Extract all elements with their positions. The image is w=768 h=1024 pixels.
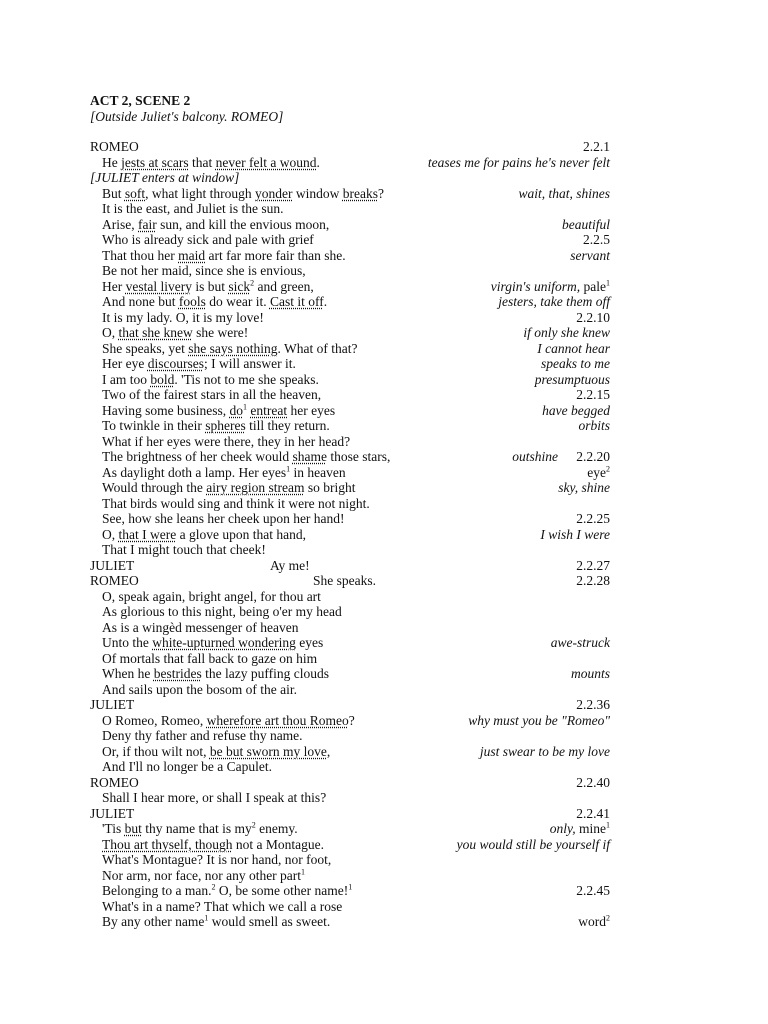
line-reference — [576, 511, 610, 527]
line-text — [102, 279, 314, 295]
line-text — [102, 418, 330, 434]
text-run: Her eye — [102, 356, 148, 371]
gloss-note — [457, 837, 610, 853]
scene-stage-direction: [Outside Juliet's balcony. ROMEO] — [90, 109, 284, 124]
verse-line — [0, 759, 768, 775]
footnote-marker: 2 — [250, 278, 255, 287]
verse-line — [0, 682, 768, 698]
verse-line — [0, 155, 768, 171]
speaker-row — [0, 558, 768, 574]
line-text — [102, 883, 352, 899]
line-text — [102, 294, 327, 310]
glossed-phrase: white-upturned wondering — [152, 635, 296, 650]
line-text — [102, 527, 306, 543]
line-reference — [550, 821, 610, 837]
footnote-marker: 1 — [348, 882, 353, 892]
text-run: Be not her maid, since she is envious, — [102, 263, 306, 278]
footnote-marker: 1 — [204, 913, 209, 923]
verse-line — [0, 372, 768, 388]
verse-line — [0, 837, 768, 853]
verse-line — [0, 852, 768, 868]
text-run: JULIET — [90, 805, 135, 821]
text-run: That I might touch that cheek! — [102, 542, 266, 557]
verse-line — [0, 635, 768, 651]
text-run: 'Tis — [102, 821, 125, 836]
line-text — [102, 232, 314, 248]
gloss-note — [571, 666, 610, 682]
glossed-phrase: that she knew — [118, 325, 193, 340]
text-run: that — [188, 154, 216, 170]
text-run: and green, — [254, 278, 314, 294]
line-text — [102, 744, 330, 760]
speaker-row — [0, 139, 768, 155]
speaker-row — [0, 806, 768, 822]
text-run: eyes — [295, 635, 324, 650]
footnote-marker: 2 — [606, 464, 610, 473]
line-text — [102, 868, 305, 884]
verse-line — [0, 232, 768, 248]
text-run: art far more fair than she. — [205, 247, 346, 263]
text-run: As is a wingèd messenger of heaven — [102, 619, 299, 635]
text-run: Deny thy father and refuse thy name. — [102, 728, 303, 743]
line-text — [102, 604, 342, 620]
text-run: Belonging to a man. — [102, 883, 212, 898]
text-run: is but — [191, 278, 229, 294]
line-reference — [587, 465, 610, 481]
text-run: a glove upon that hand, — [176, 526, 306, 542]
glossed-phrase: wherefore art thou Romeo — [206, 712, 349, 728]
line-text — [102, 759, 272, 775]
line-text — [102, 356, 296, 372]
text-run: her eyes — [287, 402, 336, 418]
line-text — [102, 201, 283, 217]
text-run: O Romeo, Romeo, — [102, 712, 207, 728]
text-run: 2.2.36 — [576, 697, 610, 712]
text-run: Of mortals that fall back to gaze on him — [102, 650, 318, 666]
verse-line — [0, 480, 768, 496]
stage-direction-row — [0, 170, 768, 186]
speaker-row — [0, 573, 768, 589]
verse-line — [0, 511, 768, 527]
verse-line — [0, 217, 768, 233]
line-text — [102, 387, 321, 403]
text-run: When he — [102, 666, 154, 681]
text-run: eye — [587, 464, 606, 480]
glossed-phrase: airy region stream — [206, 480, 305, 495]
speaker-name — [90, 558, 134, 574]
verse-line — [0, 356, 768, 372]
verse-line — [0, 465, 768, 481]
line-reference — [491, 279, 610, 295]
line-text — [102, 310, 264, 326]
text-run: And I'll no longer be a Capulet. — [102, 759, 273, 774]
text-run: 2.2.20 — [576, 449, 610, 464]
text-run: 2.2.40 — [576, 774, 610, 790]
text-run: , — [326, 743, 331, 759]
text-run: 2.2.25 — [576, 511, 610, 526]
text-run: As glorious to this night, being o'er my head — [102, 604, 342, 619]
text-run: And sails upon the bosom of the air. — [102, 681, 297, 697]
speaker-row — [0, 697, 768, 713]
verse-line — [0, 604, 768, 620]
line-text — [102, 620, 298, 636]
gloss-note — [537, 341, 610, 357]
text-run: teases me for pains he's never felt — [427, 154, 610, 170]
text-run: beautiful — [562, 216, 610, 232]
text-run: orbits — [578, 418, 610, 433]
text-run: , what light through — [145, 185, 256, 201]
line-text — [102, 542, 266, 558]
text-run: He — [102, 154, 122, 170]
text-run: she were! — [192, 325, 249, 340]
glossed-phrase: be but sworn my love — [209, 743, 327, 759]
verse-line — [0, 325, 768, 341]
text-run: . 'Tis not to me she speaks. — [174, 371, 319, 387]
line-text — [102, 837, 324, 853]
text-run: ? — [378, 185, 384, 201]
text-run: O, — [102, 526, 119, 542]
verse-line — [0, 279, 768, 295]
text-run: . — [316, 154, 320, 170]
gloss-note — [540, 527, 610, 543]
glossed-phrase: jests at scars — [121, 154, 189, 170]
text-run: the lazy puffing clouds — [201, 666, 329, 681]
verse-line — [0, 914, 768, 930]
text-run: O, be some other name! — [215, 883, 349, 898]
line-reference — [583, 139, 610, 155]
glossed-phrase: sick — [228, 278, 251, 294]
text-run: ROMEO — [90, 573, 139, 588]
text-run: Or, if thou wilt not, — [102, 743, 210, 759]
speaker-name — [90, 139, 139, 155]
text-run: Two of the fairest stars in all the heaven, — [102, 387, 322, 402]
text-run: speaks to me — [541, 356, 610, 371]
gloss-note: outshine — [512, 449, 558, 464]
verse-line — [0, 790, 768, 806]
footnote-marker: 1 — [606, 820, 610, 830]
text-run: 2.2.5 — [583, 232, 610, 247]
verse-line — [0, 728, 768, 744]
verse-line — [0, 666, 768, 682]
text-run: 2.2.10 — [576, 309, 610, 325]
text-run: 2.2.28 — [576, 573, 610, 588]
text-run: Having some business, — [102, 402, 230, 418]
glossed-phrase: shame — [292, 449, 327, 464]
line-text — [102, 682, 297, 698]
verse-line — [0, 449, 768, 465]
text-run: presumptuous — [534, 371, 610, 387]
text-run: I cannot hear — [537, 340, 610, 356]
text-run: 2.2.41 — [576, 805, 610, 821]
glossed-phrase: do — [229, 402, 243, 418]
text-run: ? — [348, 712, 355, 728]
text-run: JULIET — [90, 697, 135, 712]
verse-line — [0, 868, 768, 884]
text-run: She speaks, yet — [102, 340, 189, 356]
text-run: not a Montague. — [232, 836, 324, 852]
text-run: ; I will answer it. — [203, 356, 296, 371]
footnote-marker: 1 — [243, 402, 247, 411]
text-run: sun, and kill the envious moon, — [156, 216, 330, 232]
speaker-row — [0, 775, 768, 791]
text-run: why must you be "Romeo" — [468, 712, 610, 728]
gloss-note — [428, 155, 610, 171]
text-run: But — [102, 185, 125, 201]
glossed-phrase: fair — [138, 216, 157, 232]
inline-speech: Ay me! — [270, 557, 310, 573]
line-text — [102, 496, 370, 512]
line-reference — [576, 697, 610, 713]
text-run: till they return. — [245, 418, 330, 433]
text-run: . What of that? — [277, 340, 358, 356]
text-run: pale — [583, 278, 606, 294]
gloss-note — [468, 713, 610, 729]
verse-line — [0, 263, 768, 279]
verse-line — [0, 821, 768, 837]
line-reference — [576, 775, 610, 791]
line-text — [102, 403, 335, 419]
text-run: Who is already sick and pale with grief — [102, 232, 314, 247]
script-lines — [0, 139, 768, 930]
text-run: jesters, take them off — [498, 294, 610, 309]
text-run: in heaven — [290, 464, 346, 480]
gloss-note — [570, 248, 610, 264]
verse-line — [0, 542, 768, 558]
glossed-phrase: bestrides — [153, 666, 202, 681]
text-run: [JULIET enters at window] — [90, 170, 240, 185]
glossed-phrase: breaks — [342, 185, 378, 201]
glossed-phrase: never felt a wound — [215, 154, 317, 170]
speaker-name — [90, 806, 134, 822]
line-reference — [576, 387, 610, 403]
line-text — [102, 248, 346, 264]
text-run: O, — [102, 325, 119, 340]
footnote-marker: 1 — [301, 867, 306, 876]
glossed-phrase: fools — [178, 294, 206, 309]
verse-line — [0, 294, 768, 310]
text-run: servant — [570, 247, 610, 263]
text-run: Shall I hear more, or shall I speak at this? — [102, 790, 327, 805]
text-run: Unto the — [102, 635, 153, 650]
glossed-phrase: entreat — [250, 402, 288, 418]
line-reference — [576, 883, 610, 899]
gloss-note — [480, 744, 610, 760]
verse-line — [0, 496, 768, 512]
line-text — [102, 217, 329, 233]
stage-direction — [90, 170, 239, 186]
glossed-phrase: bold — [150, 371, 175, 387]
gloss-note — [498, 294, 610, 310]
glossed-phrase: vestal livery — [125, 278, 192, 294]
verse-line — [0, 418, 768, 434]
line-text — [102, 341, 357, 357]
text-run: 2.2.45 — [576, 883, 610, 898]
verse-line — [0, 713, 768, 729]
text-run: those stars, — [326, 449, 391, 464]
text-run: The brightness of her cheek would — [102, 449, 293, 464]
speaker-name — [90, 697, 134, 713]
gloss-note — [551, 635, 610, 651]
text-run: virgin's uniform, — [490, 278, 584, 294]
line-text — [102, 511, 345, 527]
verse-line — [0, 186, 768, 202]
text-run: mounts — [570, 666, 610, 681]
line-reference — [576, 310, 610, 326]
line-text — [102, 434, 350, 450]
text-run: That birds would sing and think it were not night. — [102, 495, 370, 511]
gloss-note — [541, 356, 610, 372]
text-run: awe-struck — [550, 635, 610, 650]
verse-line — [0, 744, 768, 760]
verse-line — [0, 651, 768, 667]
gloss-note — [562, 217, 610, 233]
verse-line — [0, 899, 768, 915]
verse-line — [0, 341, 768, 357]
glossed-phrase: soft — [124, 185, 146, 201]
text-run: have begged — [542, 402, 610, 418]
text-run: only, — [549, 821, 579, 836]
glossed-phrase: Thou art thyself, though — [102, 836, 233, 852]
line-reference — [578, 914, 610, 930]
line-reference — [583, 232, 610, 248]
footnote-marker: 1 — [606, 278, 610, 287]
line-reference — [576, 573, 610, 589]
inline-speech: She speaks. — [313, 573, 376, 588]
text-run: Would through the — [102, 480, 207, 495]
text-run: See, how she leans her cheek upon her hand! — [102, 511, 345, 526]
glossed-phrase: discourses — [147, 356, 204, 371]
line-text — [102, 449, 390, 465]
line-text — [102, 263, 306, 279]
text-run: What's Montague? It is nor hand, nor foot, — [102, 852, 332, 867]
line-text — [102, 372, 319, 388]
text-run: thy name that is my — [141, 821, 252, 836]
text-run: I wish I were — [540, 526, 610, 542]
text-run: sky, shine — [558, 480, 610, 495]
text-run: To twinkle in their — [102, 418, 206, 433]
line-text — [102, 186, 384, 202]
text-run: you would still be yourself if — [456, 836, 610, 852]
line-reference — [576, 558, 610, 574]
scene-title: ACT 2, SCENE 2 — [90, 93, 191, 108]
glossed-phrase: Cast it off — [269, 294, 324, 309]
line-text — [102, 899, 342, 915]
line-text — [102, 635, 323, 651]
glossed-phrase: she says nothing — [188, 340, 278, 356]
text-run: What if her eyes were there, they in her head? — [102, 433, 351, 449]
text-run: enemy. — [255, 821, 298, 836]
line-text — [102, 465, 346, 481]
gloss-note — [578, 418, 610, 434]
verse-line — [0, 883, 768, 899]
text-run: As daylight doth a lamp. Her eyes — [102, 464, 287, 480]
text-run: What's in a name? That which we call a rose — [102, 898, 343, 914]
text-run: ROMEO — [90, 774, 139, 790]
text-run: It is my lady. O, it is my love! — [102, 309, 264, 325]
line-text — [102, 713, 355, 729]
line-text — [102, 155, 320, 171]
footnote-marker: 2 — [211, 882, 216, 892]
verse-line — [0, 527, 768, 543]
footnote-marker: 2 — [251, 820, 256, 830]
verse-line — [0, 589, 768, 605]
gloss-note — [558, 480, 610, 496]
speaker-name — [90, 573, 139, 589]
text-run: Her — [102, 278, 126, 294]
line-text — [102, 821, 298, 837]
text-run: wait, that, shines — [518, 185, 610, 201]
line-text — [102, 852, 331, 868]
line-reference — [576, 806, 610, 822]
text-run: . — [323, 294, 328, 309]
line-text — [102, 914, 330, 930]
text-run: Arise, — [102, 216, 138, 232]
text-run: word — [578, 914, 606, 929]
gloss-note — [523, 325, 610, 341]
text-run: if only she knew — [523, 325, 610, 340]
glossed-phrase: that I were — [118, 526, 177, 542]
text-run: 2.2.27 — [576, 557, 610, 573]
text-run: That thou her — [102, 247, 179, 263]
line-text — [102, 325, 248, 341]
verse-line — [0, 201, 768, 217]
text-run: ROMEO — [90, 139, 139, 154]
line-reference — [576, 449, 610, 465]
verse-line — [0, 387, 768, 403]
text-run: 2.2.1 — [583, 139, 610, 154]
verse-line — [0, 403, 768, 419]
line-text — [102, 666, 329, 682]
line-text — [102, 480, 356, 496]
footnote-marker: 2 — [606, 913, 610, 923]
text-run: just swear to be my love — [479, 743, 610, 759]
line-text — [102, 790, 326, 806]
footnote-marker: 1 — [286, 464, 291, 473]
text-run: By any other name — [102, 914, 205, 929]
text-run: mine — [579, 821, 606, 836]
text-run: O, speak again, bright angel, for thou art — [102, 588, 321, 604]
verse-line — [0, 434, 768, 450]
glossed-phrase: yonder — [255, 185, 293, 201]
glossed-phrase: maid — [178, 247, 206, 263]
text-run: It is the east, and Juliet is the sun. — [102, 201, 284, 216]
speaker-name — [90, 775, 139, 791]
gloss-note — [518, 186, 610, 202]
text-run: And none but — [102, 294, 179, 309]
text-run: 2.2.15 — [576, 387, 610, 402]
text-run: would smell as sweet. — [208, 914, 331, 929]
text-run: so bright — [304, 480, 356, 495]
text-run: do wear it. — [205, 294, 270, 309]
verse-line — [0, 310, 768, 326]
text-run: JULIET — [90, 557, 135, 573]
text-run: I am too — [102, 371, 151, 387]
verse-line — [0, 620, 768, 636]
verse-line — [0, 248, 768, 264]
gloss-note — [542, 403, 610, 419]
line-text — [102, 651, 317, 667]
line-text — [102, 589, 321, 605]
glossed-phrase: but — [124, 821, 142, 836]
text-run: Nor arm, nor face, nor any other part — [102, 867, 302, 883]
gloss-note — [535, 372, 610, 388]
text-run: window — [292, 185, 343, 201]
line-text — [102, 728, 303, 744]
glossed-phrase: spheres — [205, 418, 246, 433]
